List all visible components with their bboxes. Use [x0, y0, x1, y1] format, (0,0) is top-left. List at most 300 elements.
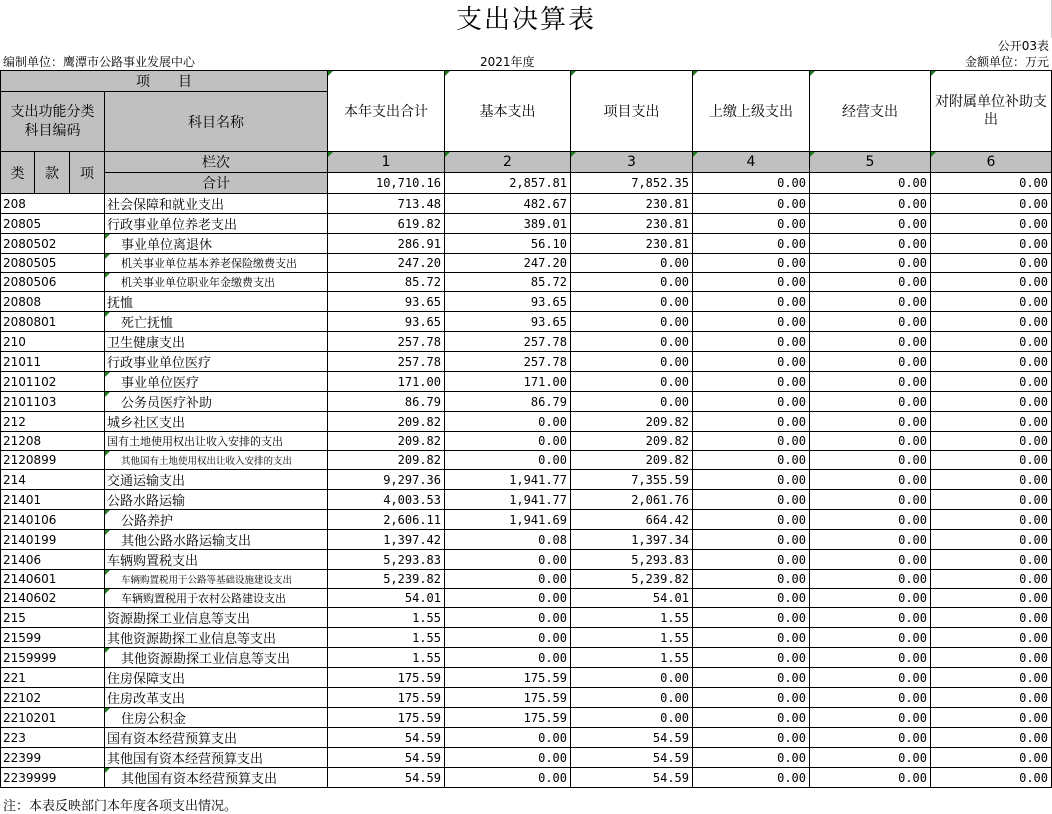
amount-cell: 0.00 — [693, 372, 810, 392]
amount-cell: 0.00 — [810, 490, 931, 510]
amount-cell: 619.82 — [328, 214, 445, 234]
amount-cell: 0.00 — [571, 392, 693, 412]
amount-cell: 0.00 — [810, 332, 931, 352]
subject-name: 城乡社区支出 — [105, 412, 328, 432]
table-row — [1, 451, 1052, 470]
amount-cell: 0.00 — [810, 589, 931, 608]
amount-cell: 0.00 — [810, 570, 931, 589]
amount-cell: 171.00 — [445, 372, 571, 392]
amount-cell: 0.00 — [931, 432, 1052, 451]
amount-cell: 1.55 — [571, 608, 693, 628]
amount-cell: 0.00 — [931, 312, 1052, 332]
col-num-2: 2 — [445, 152, 571, 173]
func-code: 21208 — [1, 432, 105, 451]
subject-name: 公路水路运输 — [105, 490, 328, 510]
amount-cell: 175.59 — [445, 688, 571, 708]
col-num-5: 5 — [810, 152, 931, 173]
func-code: 21599 — [1, 628, 105, 648]
amount-cell: 0.00 — [810, 273, 931, 292]
amount-cell: 230.81 — [571, 194, 693, 214]
amount-cell: 0.00 — [931, 273, 1052, 292]
amount-cell: 0.00 — [810, 510, 931, 530]
table-row — [1, 490, 1052, 510]
amount-cell: 0.00 — [693, 194, 810, 214]
amount-cell: 0.00 — [693, 392, 810, 412]
amount-cell: 0.00 — [810, 530, 931, 550]
amount-cell: 54.59 — [571, 728, 693, 748]
subject-name: 车辆购置税用于公路等基础设施建设支出 — [105, 570, 328, 589]
header-lanci: 栏次 — [105, 152, 328, 173]
amount-cell: 0.00 — [445, 728, 571, 748]
subject-name: 住房保障支出 — [105, 668, 328, 688]
amount-cell: 1,941.69 — [445, 510, 571, 530]
amount-cell: 0.00 — [810, 451, 931, 470]
amount-cell: 713.48 — [328, 194, 445, 214]
amount-cell: 171.00 — [328, 372, 445, 392]
amount-cell: 0.00 — [571, 254, 693, 273]
amount-cell: 0.00 — [931, 292, 1052, 312]
table-row — [1, 352, 1052, 372]
amount-cell: 2,061.76 — [571, 490, 693, 510]
total-value: 2,857.81 — [445, 173, 571, 194]
amount-cell: 0.00 — [445, 550, 571, 570]
func-code: 2101102 — [1, 372, 105, 392]
amount-cell: 1.55 — [571, 628, 693, 648]
amount-cell: 86.79 — [445, 392, 571, 412]
fiscal-year: 2021年度 — [480, 55, 535, 69]
subject-name: 卫生健康支出 — [105, 332, 328, 352]
amount-cell: 54.59 — [571, 768, 693, 788]
amount-cell: 0.00 — [931, 608, 1052, 628]
amount-unit: 金额单位：万元 — [964, 55, 1049, 69]
amount-cell: 0.00 — [810, 194, 931, 214]
amount-cell: 0.00 — [693, 728, 810, 748]
amount-cell: 54.59 — [328, 728, 445, 748]
table-row — [1, 254, 1052, 273]
amount-cell: 0.00 — [810, 748, 931, 768]
amount-cell: 175.59 — [445, 668, 571, 688]
amount-cell: 0.00 — [693, 748, 810, 768]
func-code: 2101103 — [1, 392, 105, 412]
amount-cell: 1.55 — [571, 648, 693, 668]
amount-cell: 0.00 — [445, 451, 571, 470]
header-xiang: 项 — [70, 152, 105, 194]
amount-cell: 0.00 — [810, 312, 931, 332]
amount-cell: 175.59 — [445, 708, 571, 728]
form-code: 公开03表 — [997, 39, 1049, 53]
amount-cell: 0.00 — [810, 352, 931, 372]
amount-cell: 85.72 — [445, 273, 571, 292]
amount-cell: 0.00 — [693, 648, 810, 668]
amount-cell: 389.01 — [445, 214, 571, 234]
subject-name: 其他公路水路运输支出 — [105, 530, 328, 550]
col-num-3: 3 — [571, 152, 693, 173]
subject-name: 抚恤 — [105, 292, 328, 312]
amount-cell: 0.00 — [931, 372, 1052, 392]
amount-cell: 86.79 — [328, 392, 445, 412]
table-row — [1, 332, 1052, 352]
amount-cell: 0.00 — [931, 234, 1052, 254]
amount-cell: 257.78 — [328, 332, 445, 352]
header-func-code: 支出功能分类科目编码 — [1, 92, 105, 152]
table-note: 注：本表反映部门本年度各项支出情况。 — [3, 799, 238, 814]
func-code: 20805 — [1, 214, 105, 234]
subject-name: 行政事业单位医疗 — [105, 352, 328, 372]
amount-cell: 0.00 — [810, 550, 931, 570]
amount-cell: 175.59 — [328, 668, 445, 688]
table-row — [1, 432, 1052, 451]
amount-cell: 0.00 — [445, 748, 571, 768]
amount-cell: 0.00 — [810, 608, 931, 628]
amount-cell: 0.00 — [810, 254, 931, 273]
subject-name: 公务员医疗补助 — [105, 392, 328, 412]
col-num-6: 6 — [931, 152, 1052, 173]
table-row — [1, 570, 1052, 589]
amount-cell: 0.00 — [693, 628, 810, 648]
amount-cell: 5,293.83 — [571, 550, 693, 570]
header-lei: 类 — [1, 152, 35, 194]
header-col-5: 经营支出 — [810, 71, 931, 152]
amount-cell: 209.82 — [328, 451, 445, 470]
amount-cell: 0.00 — [693, 214, 810, 234]
amount-cell: 0.00 — [571, 708, 693, 728]
amount-cell: 0.00 — [693, 490, 810, 510]
subject-name: 资源勘探工业信息等支出 — [105, 608, 328, 628]
header-col-2: 基本支出 — [445, 71, 571, 152]
amount-cell: 0.00 — [931, 490, 1052, 510]
amount-cell: 9,297.36 — [328, 470, 445, 490]
table-row — [1, 412, 1052, 432]
amount-cell: 0.00 — [693, 768, 810, 788]
func-code: 208 — [1, 194, 105, 214]
amount-cell: 0.00 — [693, 273, 810, 292]
amount-cell: 0.00 — [693, 332, 810, 352]
table-row — [1, 292, 1052, 312]
func-code: 21406 — [1, 550, 105, 570]
func-code: 2140601 — [1, 570, 105, 589]
amount-cell: 93.65 — [328, 312, 445, 332]
header-subject-name: 科目名称 — [105, 92, 328, 152]
amount-cell: 0.00 — [445, 768, 571, 788]
func-code: 2080505 — [1, 254, 105, 273]
subject-name: 机关事业单位职业年金缴费支出 — [105, 273, 328, 292]
func-code: 2140199 — [1, 530, 105, 550]
header-col-1: 本年支出合计 — [328, 71, 445, 152]
subject-name: 其他国有资本经营预算支出 — [105, 768, 328, 788]
table-row — [1, 648, 1052, 668]
subject-name: 行政事业单位养老支出 — [105, 214, 328, 234]
total-label: 合计 — [105, 173, 328, 194]
amount-cell: 209.82 — [328, 432, 445, 451]
amount-cell: 0.00 — [810, 728, 931, 748]
amount-cell: 175.59 — [328, 688, 445, 708]
subject-name: 国有土地使用权出让收入安排的支出 — [105, 432, 328, 451]
amount-cell: 1,941.77 — [445, 470, 571, 490]
total-value: 0.00 — [931, 173, 1052, 194]
amount-cell: 93.65 — [328, 292, 445, 312]
amount-cell: 0.00 — [931, 589, 1052, 608]
subject-name: 其他资源勘探工业信息等支出 — [105, 648, 328, 668]
amount-cell: 93.65 — [445, 292, 571, 312]
amount-cell: 0.00 — [931, 194, 1052, 214]
subject-name: 其他国有土地使用权出让收入安排的支出 — [105, 451, 328, 470]
amount-cell: 0.00 — [571, 312, 693, 332]
table-row — [1, 510, 1052, 530]
amount-cell: 0.00 — [571, 273, 693, 292]
func-code: 212 — [1, 412, 105, 432]
amount-cell: 0.00 — [571, 668, 693, 688]
table-row — [1, 312, 1052, 332]
amount-cell: 1.55 — [328, 608, 445, 628]
amount-cell: 0.00 — [931, 214, 1052, 234]
amount-cell: 0.00 — [445, 432, 571, 451]
amount-cell: 5,239.82 — [571, 570, 693, 589]
amount-cell: 1,397.34 — [571, 530, 693, 550]
amount-cell: 4,003.53 — [328, 490, 445, 510]
amount-cell: 0.00 — [445, 412, 571, 432]
func-code: 2080801 — [1, 312, 105, 332]
table-row — [1, 589, 1052, 608]
amount-cell: 0.00 — [445, 608, 571, 628]
amount-cell: 0.00 — [810, 688, 931, 708]
amount-cell: 0.00 — [693, 470, 810, 490]
amount-cell: 0.00 — [693, 292, 810, 312]
amount-cell: 0.00 — [810, 214, 931, 234]
amount-cell: 0.00 — [693, 688, 810, 708]
amount-cell: 0.00 — [931, 510, 1052, 530]
amount-cell: 0.00 — [571, 292, 693, 312]
amount-cell: 0.00 — [693, 510, 810, 530]
table-row — [1, 748, 1052, 768]
amount-cell: 5,239.82 — [328, 570, 445, 589]
amount-cell: 54.01 — [571, 589, 693, 608]
amount-cell: 0.00 — [931, 254, 1052, 273]
amount-cell: 0.00 — [693, 312, 810, 332]
amount-cell: 0.00 — [571, 332, 693, 352]
amount-cell: 0.00 — [693, 570, 810, 589]
amount-cell: 0.00 — [810, 412, 931, 432]
amount-cell: 257.78 — [328, 352, 445, 372]
subject-name: 社会保障和就业支出 — [105, 194, 328, 214]
func-code: 2140106 — [1, 510, 105, 530]
func-code: 21401 — [1, 490, 105, 510]
table-row — [1, 550, 1052, 570]
subject-name: 车辆购置税用于农村公路建设支出 — [105, 589, 328, 608]
subject-name: 公路养护 — [105, 510, 328, 530]
amount-cell: 0.00 — [693, 451, 810, 470]
table-row — [1, 708, 1052, 728]
subject-name: 国有资本经营预算支出 — [105, 728, 328, 748]
func-code: 2159999 — [1, 648, 105, 668]
header-col-3: 项目支出 — [571, 71, 693, 152]
compiling-unit: 编制单位：鹰潭市公路事业发展中心 — [3, 55, 196, 69]
amount-cell: 54.59 — [328, 768, 445, 788]
table-row — [1, 688, 1052, 708]
amount-cell: 0.00 — [931, 648, 1052, 668]
amount-cell: 0.00 — [693, 668, 810, 688]
table-row — [1, 234, 1052, 254]
amount-cell: 0.00 — [693, 589, 810, 608]
table-body — [1, 194, 1052, 788]
amount-cell: 0.00 — [445, 570, 571, 589]
amount-cell: 0.00 — [931, 688, 1052, 708]
table-header — [1, 71, 1052, 194]
func-code: 20808 — [1, 292, 105, 312]
table-row — [1, 608, 1052, 628]
expenditure-table — [0, 70, 1052, 788]
amount-cell: 0.00 — [571, 352, 693, 372]
amount-cell: 0.00 — [931, 332, 1052, 352]
amount-cell: 0.00 — [931, 392, 1052, 412]
amount-cell: 0.00 — [931, 530, 1052, 550]
total-value: 0.00 — [693, 173, 810, 194]
func-code: 215 — [1, 608, 105, 628]
col-num-1: 1 — [328, 152, 445, 173]
amount-cell: 0.00 — [931, 768, 1052, 788]
func-code: 2239999 — [1, 768, 105, 788]
amount-cell: 54.59 — [328, 748, 445, 768]
amount-cell: 54.59 — [571, 748, 693, 768]
table-row — [1, 194, 1052, 214]
amount-cell: 0.00 — [445, 628, 571, 648]
amount-cell: 0.00 — [693, 234, 810, 254]
amount-cell: 0.00 — [931, 628, 1052, 648]
amount-cell: 0.00 — [693, 352, 810, 372]
amount-cell: 175.59 — [328, 708, 445, 728]
amount-cell: 0.00 — [693, 412, 810, 432]
subject-name: 住房改革支出 — [105, 688, 328, 708]
amount-cell: 2,606.11 — [328, 510, 445, 530]
amount-cell: 56.10 — [445, 234, 571, 254]
amount-cell: 0.00 — [693, 608, 810, 628]
table-row — [1, 470, 1052, 490]
col-num-4: 4 — [693, 152, 810, 173]
table-row — [1, 668, 1052, 688]
amount-cell: 1,941.77 — [445, 490, 571, 510]
func-code: 223 — [1, 728, 105, 748]
amount-cell: 0.00 — [931, 668, 1052, 688]
table-row — [1, 214, 1052, 234]
amount-cell: 0.00 — [931, 748, 1052, 768]
table-row — [1, 273, 1052, 292]
amount-cell: 0.00 — [571, 688, 693, 708]
subject-name: 其他国有资本经营预算支出 — [105, 748, 328, 768]
amount-cell: 257.78 — [445, 352, 571, 372]
func-code: 221 — [1, 668, 105, 688]
amount-cell: 0.00 — [571, 372, 693, 392]
table-row — [1, 628, 1052, 648]
amount-cell: 0.00 — [810, 708, 931, 728]
subject-name: 事业单位医疗 — [105, 372, 328, 392]
table-row — [1, 768, 1052, 788]
header-kuan: 款 — [35, 152, 70, 194]
amount-cell: 0.00 — [931, 412, 1052, 432]
func-code: 22399 — [1, 748, 105, 768]
amount-cell: 1.55 — [328, 628, 445, 648]
amount-cell: 286.91 — [328, 234, 445, 254]
subject-name: 事业单位离退休 — [105, 234, 328, 254]
amount-cell: 0.00 — [931, 451, 1052, 470]
total-value: 10,710.16 — [328, 173, 445, 194]
subject-name: 机关事业单位基本养老保险缴费支出 — [105, 254, 328, 273]
subject-name: 住房公积金 — [105, 708, 328, 728]
amount-cell: 0.00 — [931, 728, 1052, 748]
amount-cell: 0.00 — [693, 708, 810, 728]
amount-cell: 0.00 — [693, 530, 810, 550]
amount-cell: 209.82 — [328, 412, 445, 432]
subject-name: 死亡抚恤 — [105, 312, 328, 332]
amount-cell: 1,397.42 — [328, 530, 445, 550]
amount-cell: 0.00 — [810, 648, 931, 668]
amount-cell: 0.00 — [931, 550, 1052, 570]
amount-cell: 0.00 — [810, 292, 931, 312]
header-col-4: 上缴上级支出 — [693, 71, 810, 152]
page-title: 支出决算表 — [455, 5, 596, 35]
amount-cell: 664.42 — [571, 510, 693, 530]
func-code: 2140602 — [1, 589, 105, 608]
func-code: 2080502 — [1, 234, 105, 254]
amount-cell: 5,293.83 — [328, 550, 445, 570]
amount-cell: 0.00 — [693, 550, 810, 570]
table-row — [1, 392, 1052, 412]
amount-cell: 1.55 — [328, 648, 445, 668]
amount-cell: 0.00 — [810, 470, 931, 490]
amount-cell: 0.00 — [931, 708, 1052, 728]
amount-cell: 0.00 — [931, 570, 1052, 589]
amount-cell: 0.08 — [445, 530, 571, 550]
subject-name: 其他资源勘探工业信息等支出 — [105, 628, 328, 648]
func-code: 21011 — [1, 352, 105, 372]
amount-cell: 209.82 — [571, 412, 693, 432]
header-item: 项 目 — [1, 71, 328, 92]
amount-cell: 0.00 — [445, 648, 571, 668]
table-row — [1, 372, 1052, 392]
amount-cell: 0.00 — [693, 254, 810, 273]
subject-name: 车辆购置税支出 — [105, 550, 328, 570]
func-code: 2080506 — [1, 273, 105, 292]
amount-cell: 209.82 — [571, 432, 693, 451]
amount-cell: 54.01 — [328, 589, 445, 608]
table-row — [1, 530, 1052, 550]
amount-cell: 85.72 — [328, 273, 445, 292]
amount-cell: 7,355.59 — [571, 470, 693, 490]
amount-cell: 247.20 — [445, 254, 571, 273]
amount-cell: 0.00 — [810, 234, 931, 254]
amount-cell: 482.67 — [445, 194, 571, 214]
total-value: 0.00 — [810, 173, 931, 194]
amount-cell: 0.00 — [810, 392, 931, 412]
func-code: 210 — [1, 332, 105, 352]
amount-cell: 209.82 — [571, 451, 693, 470]
amount-cell: 230.81 — [571, 214, 693, 234]
amount-cell: 0.00 — [810, 768, 931, 788]
func-code: 2120899 — [1, 451, 105, 470]
amount-cell: 0.00 — [931, 470, 1052, 490]
amount-cell: 0.00 — [810, 372, 931, 392]
amount-cell: 0.00 — [810, 432, 931, 451]
amount-cell: 0.00 — [931, 352, 1052, 372]
func-code: 214 — [1, 470, 105, 490]
amount-cell: 0.00 — [693, 432, 810, 451]
func-code: 22102 — [1, 688, 105, 708]
func-code: 2210201 — [1, 708, 105, 728]
amount-cell: 247.20 — [328, 254, 445, 273]
total-value: 7,852.35 — [571, 173, 693, 194]
amount-cell: 0.00 — [810, 668, 931, 688]
amount-cell: 0.00 — [810, 628, 931, 648]
amount-cell: 230.81 — [571, 234, 693, 254]
table-row — [1, 728, 1052, 748]
